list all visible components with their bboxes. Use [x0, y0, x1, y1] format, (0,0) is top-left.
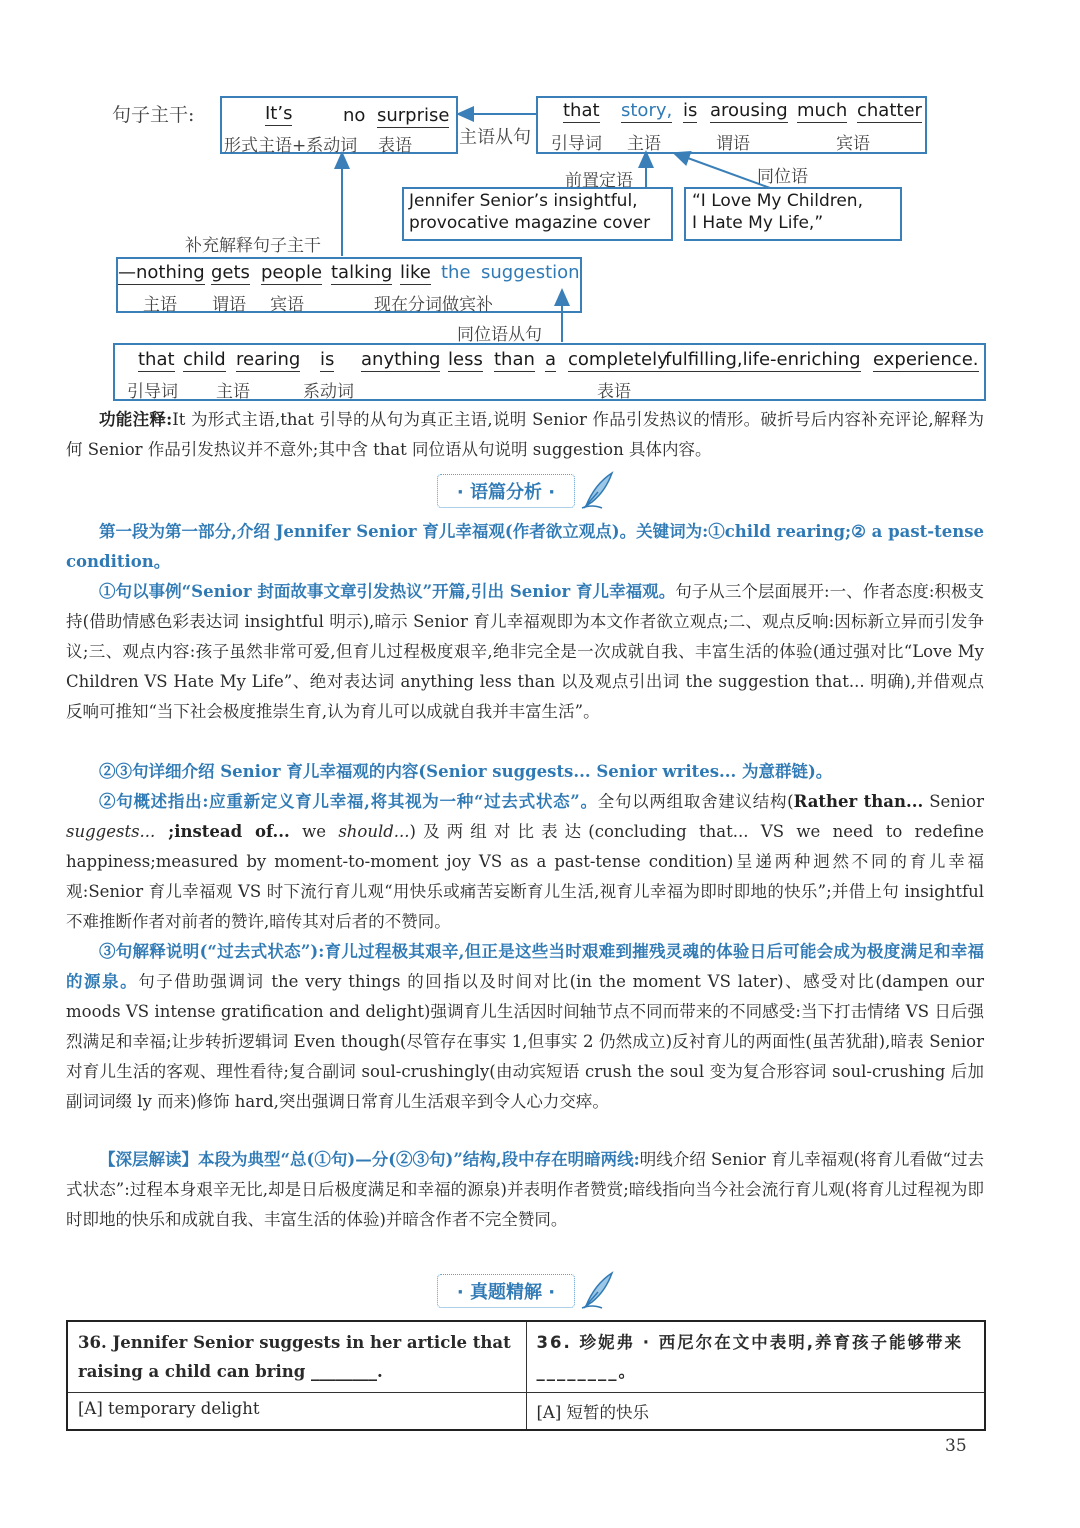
word-fulfilling: fulfilling,life-enriching [665, 349, 861, 370]
word-that: that [563, 100, 600, 121]
role-subject: 主语 [627, 134, 661, 154]
word-completely: completely [568, 349, 668, 370]
question-blank-en: ________ [311, 1362, 378, 1381]
question-blank-zh: ________ [536, 1362, 619, 1381]
analysis-paragraph-4 [66, 787, 984, 937]
function-note-label: 功能注释: [99, 410, 173, 429]
main-structure-label: 句子主干: [112, 104, 195, 126]
word-its: It’s [265, 103, 293, 124]
analysis-p4-lead: ②句概述指出:应重新定义育儿幸福,将其视为一种“过去式状态”。 [99, 792, 598, 811]
analysis-paragraph-6 [66, 1145, 984, 1235]
role-subject-3: 主语 [216, 382, 250, 402]
word-is-2: is [320, 349, 335, 370]
word-like: like [400, 262, 431, 283]
analysis-p4-t2: Senior [923, 792, 984, 811]
supplement-label: 补充解释句子主干 [185, 236, 321, 256]
word-people: people [261, 262, 323, 283]
analysis-p2-text: 句子从三个层面展开:一、作者态度:积极支持(借助情感色彩表达词 insightful 明示),暗示 Senior 育儿幸福观即为本文作者欲立观点;二、观点反响:因标新立异而引发争议;三、观点内容:孩子虽然非常可爱,但育儿过程极度艰辛,绝非完全是一次成就自我、丰富生活的体验(通过强对比“Love My Children VS Hate My Life”、绝对表达词 anything less than 以及观点引出词 the suggestion that... 明确),并借观点反响可推知“当下社会极度推崇生育,认为育儿可以成就自我并丰富生活”。 [66, 582, 984, 721]
analysis-p5-text: 句子借助强调词 the very things 的回指以及时间对比(in the moment VS later)、感受对比(dampen our moods VS intense gratification and delight)强调育儿生活因时间轴节点不同而带来的不同感受:当下打击情绪 VS 日后强烈满足和幸福;让步转折逻辑词 Even though(尽管存在事实 1,但事实 2 仍然成立)反衬育儿的两面性(虽苦犹甜),暗表 Senior 对育儿生活的客观、理性看待;复合副词 soul-crushingly(由动宾短语 crush the soul 变为复合形容词 soul-crushing 后加副词词缀 ly 而来)修饰 hard,突出强调日常育儿生活艰辛到令人心力交瘁。 [66, 972, 984, 1111]
analysis-p4-b1: Rather than... [793, 792, 924, 811]
word-less: less [448, 349, 483, 370]
role-predicative-3: 表语 [597, 382, 631, 402]
analysis-p2-lead: ①句以事例“Senior 封面故事文章引发热议”开篇,引出 Senior 育儿幸福观。 [99, 582, 676, 601]
analysis-p6-text: 明线介绍 Senior 育儿幸福观(将育儿看做“过去式状态”:过程本身艰辛无比,却是日后极度满足和幸福的源泉)并表明作者赞赏;暗线指向当今社会流行育儿观(将育儿过程视为即时即地的快乐和成就自我、丰富生活的体验)并暗含作者不完全赞同。 [66, 1150, 984, 1229]
word-surprise: surprise [377, 105, 450, 126]
word-the: the [441, 262, 471, 283]
word-nothing: —nothing [118, 262, 205, 283]
question-stem-en [67, 1321, 526, 1393]
jennifer-line2: provocative magazine cover [409, 213, 651, 233]
analysis-p4-t3: we [289, 822, 339, 841]
role-object-2: 宾语 [270, 295, 304, 315]
analysis-paragraph-1: 第一段为第一部分,介绍 Jennifer Senior 育儿幸福观(作者欲立观点)。关键词为:①child rearing;② a past-tense condition。 [66, 522, 984, 571]
word-rearing: rearing [236, 349, 301, 370]
option-a-en: [A] temporary delight [67, 1393, 526, 1431]
pre-attribute-label: 前置定语 [565, 171, 633, 191]
role-predicative: 表语 [378, 136, 412, 156]
analysis-paragraph-2 [66, 577, 984, 727]
role-formal-subject: 形式主语+系动词 [224, 136, 358, 156]
function-note [66, 405, 984, 465]
question-end-en: . [377, 1362, 383, 1381]
function-note-text: It 为形式主语,that 引导的从句为真正主语,说明 Senior 作品引发热议的情形。破折号后内容补充评论,解释为何 Senior 作品引发热议并不意外;其中含 that 同位语从句说明 suggestion 具体内容。 [66, 410, 984, 459]
role-object: 宾语 [836, 134, 870, 154]
role-predicate-2: 谓语 [212, 295, 246, 315]
word-much: much [797, 100, 848, 121]
section-title-exam-explanation: · 真题精解 · [437, 1274, 575, 1308]
word-anything: anything [361, 349, 441, 370]
word-suggestion: suggestion [481, 262, 580, 283]
analysis-p4-b2: ;instead of... [155, 822, 290, 841]
love-line1: “I Love My Children, [692, 191, 863, 211]
role-predicate: 谓语 [716, 134, 750, 154]
page-number: 35 [945, 1436, 967, 1456]
appositive-clause-label: 同位语从句 [457, 325, 542, 345]
question-table [66, 1320, 986, 1431]
role-linking-verb: 系动词 [303, 382, 354, 402]
word-arousing: arousing [710, 100, 788, 121]
option-a-zh: [A] 短暂的快乐 [526, 1393, 985, 1431]
section-title-discourse-analysis: · 语篇分析 · [437, 474, 575, 508]
question-stem-zh-text: 珍妮弗 · 西尼尔在文中表明,养育孩子能够带来 [579, 1333, 964, 1352]
word-no: no [343, 105, 366, 126]
analysis-p5-lead: ③句解释说明(“过去式状态”):育儿过程极其艰辛,但正是这些当时艰难到摧残灵魂的体验日后可能会成为极度满足和幸福的源泉。 [66, 942, 984, 991]
role-object-complement: 现在分词做宾补 [374, 295, 493, 315]
role-introducer: 引导词 [551, 134, 602, 154]
quill-icon [580, 470, 616, 510]
analysis-p4-t1: 全句以两组取舍建议结构( [597, 792, 794, 811]
analysis-p4-i1: suggests... [66, 822, 156, 841]
jennifer-line1: Jennifer Senior’s insightful, [409, 191, 638, 211]
analysis-p4-t4: )及两组对比表达(concluding that... VS we need to redefine happiness;measured by moment-to-moment joy VS as a past-tense condition)呈递两种迥然不同的育儿幸福观:Senior 育儿幸福观 VS 时下流行育儿观“用快乐或痛苦妄断育儿生活,视育儿幸福为即时即地的快乐”;并借上句 insightful 不难推断作者对前者的赞许,暗传其对后者的不赞同。 [66, 822, 984, 931]
analysis-paragraph-3: ②③句详细介绍 Senior 育儿幸福观的内容(Senior suggests... Senior writes... 为意群链)。 [99, 762, 833, 781]
analysis-paragraph-5 [66, 937, 984, 1117]
analysis-p6-lead: 【深层解读】本段为典型“总(①句)—分(②③句)”结构,段中存在明暗两线: [99, 1150, 640, 1169]
subject-clause-label: 主语从句 [459, 127, 531, 148]
word-talking: talking [331, 262, 393, 283]
question-number-en: 36. [78, 1333, 107, 1352]
question-stem-en-text: Jennifer Senior suggests in her article that raising a child can bring [78, 1333, 511, 1381]
word-story: story, [621, 100, 673, 121]
appositive-label: 同位语 [757, 167, 808, 187]
word-is: is [683, 100, 698, 121]
word-a: a [545, 349, 557, 370]
word-than: than [494, 349, 535, 370]
question-stem-zh [526, 1321, 985, 1393]
role-introducer-3: 引导词 [127, 382, 178, 402]
analysis-p4-i2: should... [338, 822, 410, 841]
question-end-zh: 。 [618, 1362, 637, 1381]
question-number-zh: 36. [536, 1333, 572, 1352]
word-gets: gets [211, 262, 250, 283]
role-subject-2: 主语 [143, 295, 177, 315]
word-that-2: that [138, 349, 175, 370]
love-line2: I Hate My Life,” [692, 213, 824, 233]
word-experience: experience. [873, 349, 979, 370]
word-chatter: chatter [857, 100, 922, 121]
word-child: child [183, 349, 226, 370]
quill-icon [580, 1270, 616, 1310]
